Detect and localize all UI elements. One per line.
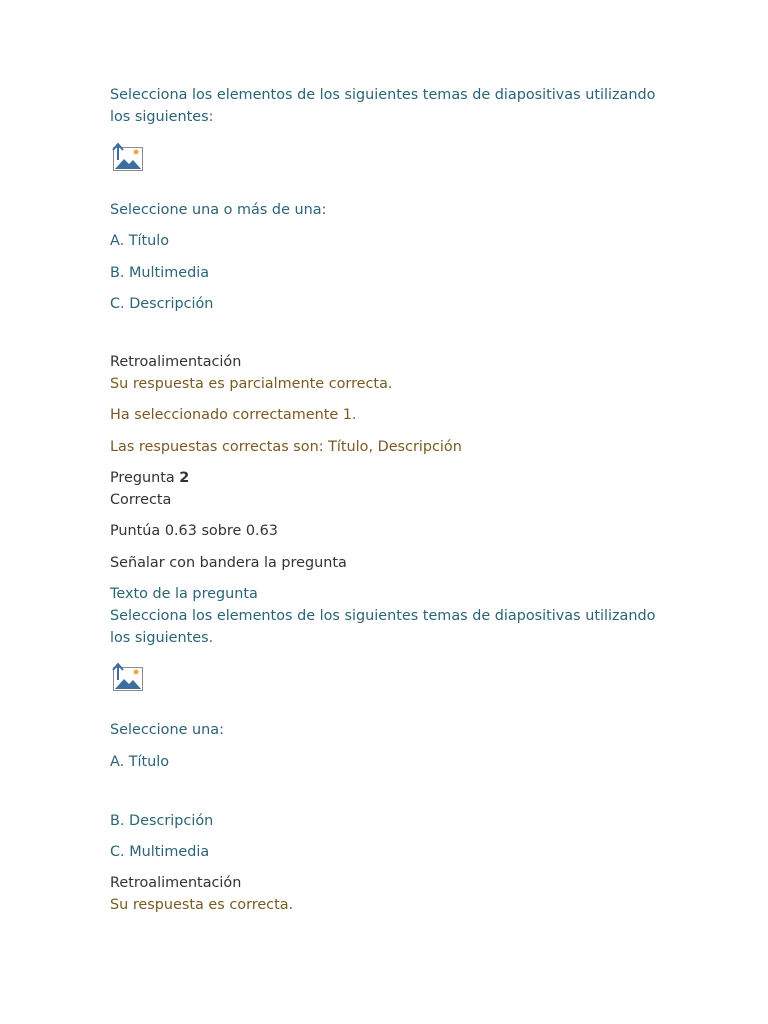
question-2-text-heading: Texto de la pregunta [110,586,258,602]
question-2-option-b[interactable]: B. Descripción [110,813,214,829]
question-1-text: Selecciona los elementos de los siguientes temas de diapositivas utilizando los siguientes: [110,87,656,125]
question-label: Pregunta [110,470,175,486]
question-1-correct-answers: Las respuestas correctas son: Título, Descripción [110,439,462,455]
image-placeholder-icon [110,662,144,692]
question-2-number [110,468,670,490]
question-1-option-b[interactable]: B. Multimedia [110,265,210,281]
question-2-grade: Puntúa 0.63 sobre 0.63 [110,523,278,539]
question-2-option-c[interactable]: C. Multimedia [110,844,210,860]
question-1-instruction: Seleccione una o más de una: [110,202,327,218]
question-2-text: Selecciona los elementos de los siguientes temas de diapositivas utilizando los siguientes. [110,608,656,646]
question-2-state: Correcta [110,492,172,508]
question-2-option-a[interactable]: A. Título [110,754,170,770]
image-placeholder-icon [110,142,144,172]
question-2-feedback-status: Su respuesta es correcta. [110,897,294,913]
question-number: 2 [179,470,190,486]
question-1-feedback-count: Ha seleccionado correctamente 1. [110,407,357,423]
flag-question-link[interactable]: Señalar con bandera la pregunta [110,555,347,571]
question-1-feedback-status: Su respuesta es parcialmente correcta. [110,376,393,392]
question-1-option-c[interactable]: C. Descripción [110,296,214,312]
question-1-option-a[interactable]: A. Título [110,233,170,249]
question-2-feedback-heading: Retroalimentación [110,875,242,891]
question-2-instruction: Seleccione una: [110,722,224,738]
question-1-feedback-heading: Retroalimentación [110,354,242,370]
